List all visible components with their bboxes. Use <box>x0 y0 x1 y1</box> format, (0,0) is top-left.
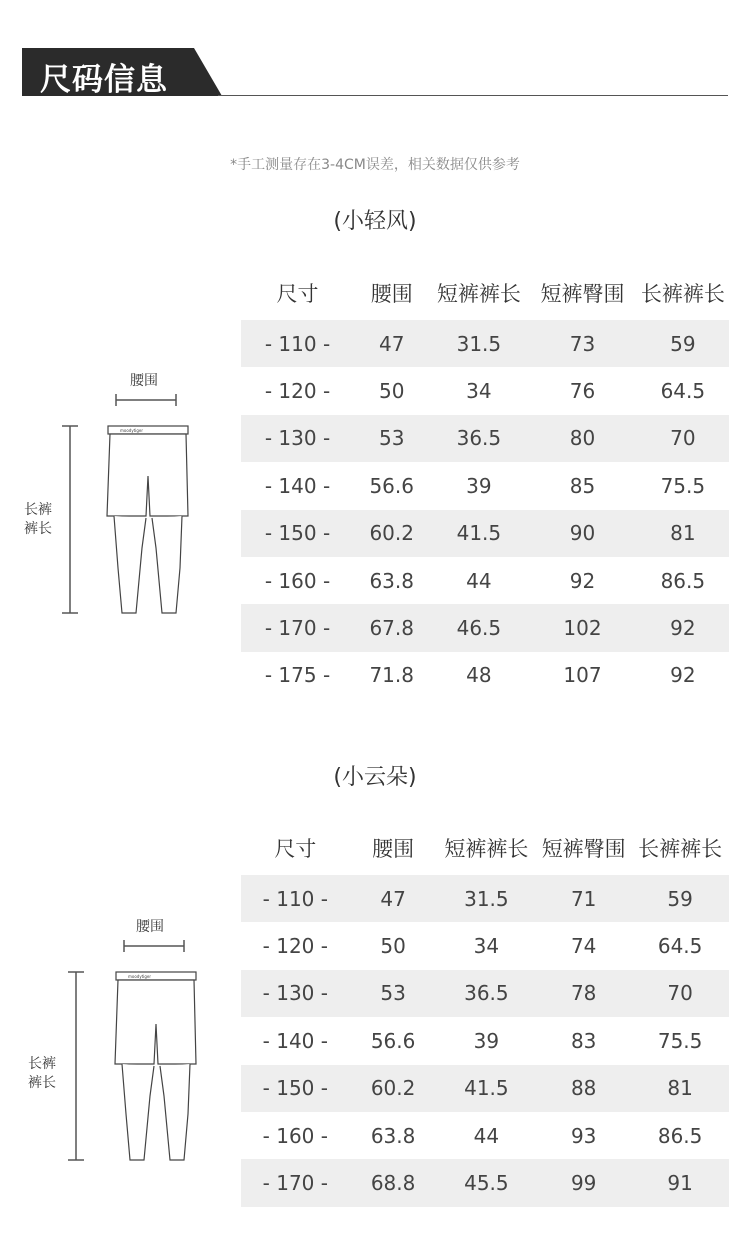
table-row <box>241 970 729 1017</box>
cell-shorts-length: 44 <box>473 1123 500 1148</box>
cell-shorts-hip: 74 <box>570 934 597 959</box>
table-row <box>241 875 729 922</box>
table-row <box>241 367 729 414</box>
cell-shorts-hip: 80 <box>569 426 596 451</box>
cell-waist: 56.6 <box>370 1028 416 1053</box>
cell-shorts-hip: 88 <box>570 1076 597 1101</box>
cell-waist: 68.8 <box>370 1171 416 1196</box>
header-divider <box>218 95 728 96</box>
cell-shorts-hip: 73 <box>569 331 596 356</box>
section-title-2: (小云朵) <box>333 765 417 790</box>
cell-size: - 175 - <box>264 663 331 688</box>
table-header <box>241 271 729 315</box>
cell-size: - 170 - <box>264 616 331 641</box>
cell-waist: 60.2 <box>369 521 414 546</box>
cell-shorts-hip: 93 <box>570 1123 597 1148</box>
brand-text: moodytiger <box>120 428 144 433</box>
cell-pants-length: 86.5 <box>657 1123 703 1148</box>
table-row <box>241 1065 729 1112</box>
table-row <box>241 557 729 604</box>
section-header <box>22 48 728 96</box>
table-row <box>241 652 729 699</box>
header-waist: 腰围 <box>370 282 413 306</box>
cell-shorts-length: 41.5 <box>456 521 502 546</box>
table-row <box>241 604 729 651</box>
brand-text: moodytiger <box>128 974 152 979</box>
cell-waist: 63.8 <box>369 568 414 593</box>
cell-shorts-length: 39 <box>466 473 492 498</box>
length-label-line2: 裤长 <box>24 521 52 537</box>
pants-illustration-icon <box>20 368 220 628</box>
header-pants-length: 长裤裤长 <box>638 837 723 861</box>
cell-pants-length: 92 <box>670 663 696 688</box>
cell-size: - 160 - <box>262 1123 328 1148</box>
cell-shorts-length: 36.5 <box>456 426 502 451</box>
cell-pants-length: 64.5 <box>660 379 706 404</box>
cell-pants-length: 70 <box>667 981 693 1006</box>
cell-pants-length: 81 <box>670 521 696 546</box>
cell-shorts-hip: 76 <box>569 379 596 404</box>
cell-shorts-hip: 83 <box>570 1028 597 1053</box>
cell-shorts-length: 34 <box>466 379 492 404</box>
cell-size: - 130 - <box>264 426 331 451</box>
pants-illustration-icon <box>26 914 226 1174</box>
cell-shorts-hip: 99 <box>570 1171 597 1196</box>
table-header <box>241 826 729 870</box>
cell-shorts-length: 36.5 <box>464 981 509 1006</box>
table-row <box>241 1159 729 1206</box>
cell-shorts-hip: 78 <box>570 981 597 1006</box>
cell-pants-length: 75.5 <box>657 1028 703 1053</box>
cell-size: - 140 - <box>262 1028 328 1053</box>
size-table-1 <box>241 271 729 699</box>
cell-waist: 60.2 <box>370 1076 416 1101</box>
size-table-2 <box>241 826 729 1207</box>
cell-shorts-hip: 107 <box>563 663 602 688</box>
header-shorts-length: 短裤裤长 <box>436 282 521 306</box>
header-shorts-length: 短裤裤长 <box>444 837 529 861</box>
table-row <box>241 1017 729 1064</box>
cell-waist: 53 <box>379 426 405 451</box>
cell-size: - 110 - <box>264 331 331 356</box>
cell-waist: 63.8 <box>370 1123 416 1148</box>
cell-shorts-hip: 90 <box>569 521 596 546</box>
cell-shorts-length: 41.5 <box>464 1076 509 1101</box>
cell-pants-length: 86.5 <box>660 568 706 593</box>
cell-shorts-length: 48 <box>466 663 492 688</box>
cell-waist: 53 <box>380 981 406 1006</box>
waist-label: 腰围 <box>130 373 158 389</box>
pants-diagram-1 <box>20 368 220 628</box>
cell-size: - 130 - <box>262 981 328 1006</box>
cell-pants-length: 91 <box>667 1171 693 1196</box>
table-row <box>241 462 729 509</box>
table-row <box>241 922 729 969</box>
cell-waist: 56.6 <box>369 473 414 498</box>
cell-size: - 120 - <box>264 379 331 404</box>
cell-pants-length: 59 <box>667 886 693 911</box>
cell-shorts-hip: 71 <box>570 886 597 911</box>
cell-size: - 140 - <box>264 473 331 498</box>
cell-shorts-length: 44 <box>466 568 492 593</box>
cell-size: - 150 - <box>262 1076 328 1101</box>
header-shorts-hip: 短裤臀围 <box>540 282 625 306</box>
cell-size: - 170 - <box>262 1171 328 1196</box>
length-label-line2: 裤长 <box>28 1075 56 1091</box>
header-pants-length: 长裤裤长 <box>640 282 725 306</box>
cell-size: - 160 - <box>264 568 331 593</box>
cell-shorts-length: 31.5 <box>456 331 502 356</box>
header-size: 尺寸 <box>276 282 319 306</box>
cell-pants-length: 75.5 <box>660 473 706 498</box>
cell-waist: 47 <box>379 331 405 356</box>
cell-pants-length: 92 <box>670 616 696 641</box>
header-waist: 腰围 <box>372 837 415 861</box>
table-row <box>241 320 729 367</box>
cell-shorts-length: 39 <box>473 1028 500 1053</box>
header-size: 尺寸 <box>274 837 317 861</box>
cell-waist: 67.8 <box>369 616 414 641</box>
cell-shorts-length: 34 <box>473 934 500 959</box>
cell-shorts-length: 31.5 <box>464 886 509 911</box>
cell-pants-length: 70 <box>670 426 696 451</box>
length-label-line1: 长裤 <box>28 1056 56 1072</box>
section-title-1: (小轻风) <box>333 209 417 234</box>
length-label-line1: 长裤 <box>24 502 52 518</box>
table-row <box>241 510 729 557</box>
cell-pants-length: 59 <box>670 331 696 356</box>
table-row <box>241 415 729 462</box>
cell-shorts-hip: 92 <box>569 568 596 593</box>
page-title: 尺码信息 <box>40 62 168 98</box>
cell-shorts-hip: 102 <box>563 616 602 641</box>
cell-size: - 150 - <box>264 521 331 546</box>
cell-shorts-hip: 85 <box>569 473 596 498</box>
cell-waist: 71.8 <box>369 663 414 688</box>
cell-size: - 110 - <box>262 886 328 911</box>
cell-pants-length: 64.5 <box>657 934 703 959</box>
header-shorts-hip: 短裤臀围 <box>541 837 626 861</box>
cell-waist: 50 <box>379 379 405 404</box>
cell-size: - 120 - <box>262 934 328 959</box>
cell-shorts-length: 46.5 <box>456 616 502 641</box>
cell-pants-length: 81 <box>667 1076 693 1101</box>
cell-waist: 50 <box>380 934 406 959</box>
pants-diagram-2 <box>26 914 226 1174</box>
table-row <box>241 1112 729 1159</box>
cell-waist: 47 <box>380 886 406 911</box>
waist-label: 腰围 <box>136 919 164 935</box>
measurement-note: *手工测量存在3-4CM误差，相关数据仅供参考 <box>230 157 520 173</box>
cell-shorts-length: 45.5 <box>464 1171 509 1196</box>
